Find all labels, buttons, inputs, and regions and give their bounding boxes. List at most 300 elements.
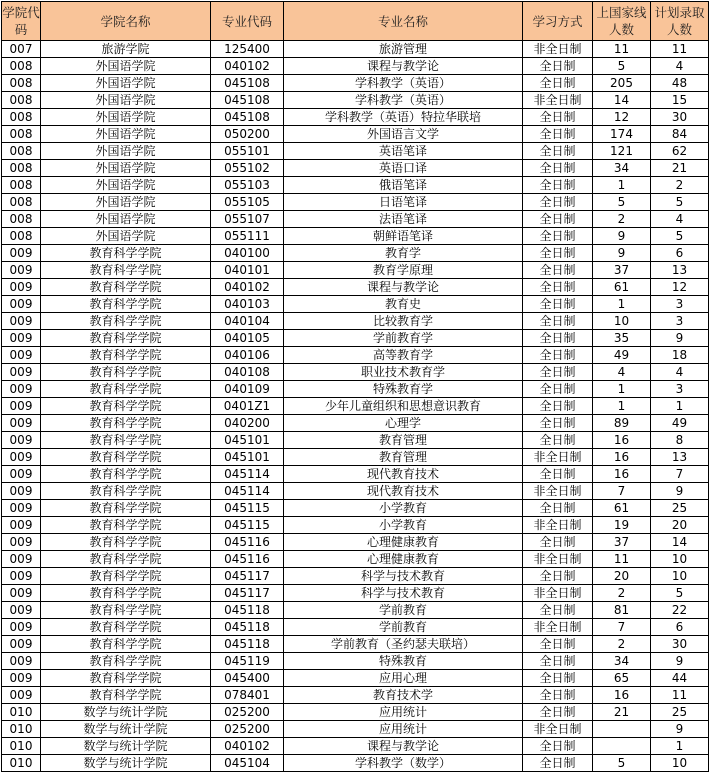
table-row [2,262,709,279]
header-row [2,2,709,41]
cell-college-name: 数学与统计学院 [41,704,211,721]
cell-planned-count: 6 [651,245,709,262]
cell-college-name: 教育科学学院 [41,279,211,296]
cell-college-name: 数学与统计学院 [41,755,211,772]
cell-study-mode: 全日制 [523,143,593,160]
cell-major-name: 比较教育学 [284,313,523,330]
cell-college-code: 009 [2,483,41,500]
cell-study-mode: 全日制 [523,262,593,279]
cell-major-name: 学科教学（英语） [284,92,523,109]
cell-qualified-count: 11 [593,551,651,568]
cell-college-name: 教育科学学院 [41,585,211,602]
table-row [2,534,709,551]
cell-college-code: 009 [2,551,41,568]
cell-planned-count: 49 [651,415,709,432]
table-body [2,41,709,772]
cell-major-name: 高等教育学 [284,347,523,364]
cell-planned-count: 10 [651,551,709,568]
cell-college-code: 008 [2,177,41,194]
cell-study-mode: 全日制 [523,296,593,313]
table-row [2,466,709,483]
cell-qualified-count: 61 [593,500,651,517]
cell-major-name: 特殊教育学 [284,381,523,398]
cell-study-mode: 全日制 [523,160,593,177]
table-row [2,755,709,772]
table-row [2,636,709,653]
cell-college-code: 008 [2,126,41,143]
cell-qualified-count: 14 [593,92,651,109]
cell-study-mode: 全日制 [523,687,593,704]
cell-study-mode: 全日制 [523,126,593,143]
cell-major-code: 055102 [211,160,284,177]
table-row [2,177,709,194]
cell-college-code: 008 [2,143,41,160]
cell-study-mode: 非全日制 [523,585,593,602]
cell-study-mode: 非全日制 [523,41,593,58]
cell-planned-count: 22 [651,602,709,619]
cell-planned-count: 1 [651,738,709,755]
cell-qualified-count: 5 [593,194,651,211]
cell-college-name: 教育科学学院 [41,619,211,636]
cell-college-name: 教育科学学院 [41,551,211,568]
cell-planned-count: 13 [651,262,709,279]
table-row [2,330,709,347]
cell-study-mode: 全日制 [523,704,593,721]
cell-college-code: 009 [2,381,41,398]
cell-college-code: 009 [2,602,41,619]
cell-planned-count: 20 [651,517,709,534]
cell-major-name: 科学与技术教育 [284,585,523,602]
cell-qualified-count: 174 [593,126,651,143]
cell-study-mode: 非全日制 [523,619,593,636]
cell-study-mode: 全日制 [523,364,593,381]
cell-major-code: 040102 [211,279,284,296]
table-row [2,143,709,160]
cell-college-code: 009 [2,245,41,262]
table-row [2,551,709,568]
table-row [2,194,709,211]
table-row [2,721,709,738]
cell-planned-count: 21 [651,160,709,177]
table-row [2,619,709,636]
cell-college-code: 008 [2,194,41,211]
cell-qualified-count: 12 [593,109,651,126]
cell-planned-count: 7 [651,466,709,483]
cell-major-code: 045114 [211,483,284,500]
cell-planned-count: 9 [651,483,709,500]
cell-college-name: 外国语学院 [41,58,211,75]
cell-college-code: 009 [2,687,41,704]
cell-planned-count: 10 [651,755,709,772]
cell-major-name: 课程与教学论 [284,279,523,296]
cell-major-name: 教育管理 [284,449,523,466]
cell-major-name: 课程与教学论 [284,58,523,75]
cell-college-code: 010 [2,704,41,721]
cell-major-name: 学科教学（英语） [284,75,523,92]
cell-study-mode: 全日制 [523,653,593,670]
table-row [2,279,709,296]
cell-planned-count: 9 [651,330,709,347]
cell-planned-count: 5 [651,228,709,245]
cell-major-code: 045104 [211,755,284,772]
cell-college-code: 007 [2,41,41,58]
cell-major-name: 法语笔译 [284,211,523,228]
header-qualified-count: 上国家线人数 [593,2,651,41]
cell-major-name: 旅游管理 [284,41,523,58]
cell-major-code: 045400 [211,670,284,687]
cell-college-code: 009 [2,296,41,313]
cell-study-mode: 全日制 [523,398,593,415]
cell-college-name: 教育科学学院 [41,381,211,398]
cell-college-code: 009 [2,670,41,687]
table-row [2,687,709,704]
cell-college-code: 009 [2,466,41,483]
cell-major-code: 040103 [211,296,284,313]
cell-study-mode: 非全日制 [523,721,593,738]
cell-major-code: 045118 [211,636,284,653]
cell-planned-count: 11 [651,687,709,704]
cell-planned-count: 3 [651,313,709,330]
cell-college-code: 009 [2,534,41,551]
table-row [2,738,709,755]
cell-study-mode: 非全日制 [523,449,593,466]
cell-study-mode: 全日制 [523,500,593,517]
table-row [2,398,709,415]
cell-major-code: 045101 [211,432,284,449]
cell-study-mode: 非全日制 [523,92,593,109]
cell-planned-count: 44 [651,670,709,687]
cell-major-name: 外国语言文学 [284,126,523,143]
cell-major-name: 现代教育技术 [284,466,523,483]
cell-major-name: 学科教学（数学） [284,755,523,772]
cell-major-code: 045114 [211,466,284,483]
cell-major-name: 教育管理 [284,432,523,449]
cell-qualified-count: 16 [593,449,651,466]
cell-major-name: 日语笔译 [284,194,523,211]
cell-study-mode: 全日制 [523,279,593,296]
table-row [2,364,709,381]
cell-college-name: 教育科学学院 [41,432,211,449]
cell-college-name: 外国语学院 [41,75,211,92]
cell-study-mode: 非全日制 [523,483,593,500]
cell-major-code: 125400 [211,41,284,58]
cell-qualified-count: 10 [593,313,651,330]
cell-planned-count: 2 [651,177,709,194]
table-row [2,704,709,721]
cell-college-name: 教育科学学院 [41,687,211,704]
cell-major-code: 045118 [211,602,284,619]
cell-college-name: 教育科学学院 [41,364,211,381]
header-college-code: 学院代码 [2,2,41,41]
cell-planned-count: 8 [651,432,709,449]
cell-study-mode: 全日制 [523,568,593,585]
cell-qualified-count: 65 [593,670,651,687]
cell-planned-count: 30 [651,109,709,126]
table-row [2,92,709,109]
cell-college-name: 教育科学学院 [41,483,211,500]
cell-planned-count: 4 [651,364,709,381]
cell-college-name: 外国语学院 [41,160,211,177]
cell-college-code: 009 [2,347,41,364]
cell-major-name: 心理健康教育 [284,551,523,568]
cell-major-name: 科学与技术教育 [284,568,523,585]
cell-college-code: 010 [2,738,41,755]
cell-qualified-count: 89 [593,415,651,432]
cell-planned-count: 25 [651,500,709,517]
cell-major-code: 045116 [211,551,284,568]
cell-college-code: 008 [2,228,41,245]
table-row [2,670,709,687]
cell-college-name: 外国语学院 [41,177,211,194]
table-row [2,313,709,330]
table-row [2,75,709,92]
cell-qualified-count [593,738,651,755]
cell-study-mode: 全日制 [523,602,593,619]
cell-college-name: 旅游学院 [41,41,211,58]
cell-major-name: 教育史 [284,296,523,313]
cell-college-code: 009 [2,449,41,466]
cell-planned-count: 12 [651,279,709,296]
cell-college-name: 教育科学学院 [41,330,211,347]
cell-major-name: 应用统计 [284,704,523,721]
cell-qualified-count: 11 [593,41,651,58]
cell-planned-count: 4 [651,58,709,75]
cell-study-mode: 全日制 [523,432,593,449]
cell-qualified-count: 16 [593,466,651,483]
cell-college-name: 数学与统计学院 [41,721,211,738]
cell-planned-count: 14 [651,534,709,551]
cell-qualified-count: 9 [593,245,651,262]
table-row [2,41,709,58]
cell-college-code: 009 [2,585,41,602]
cell-college-code: 009 [2,619,41,636]
cell-major-name: 少年儿童组织和思想意识教育 [284,398,523,415]
cell-college-code: 010 [2,755,41,772]
cell-qualified-count: 81 [593,602,651,619]
cell-study-mode: 全日制 [523,755,593,772]
cell-qualified-count: 1 [593,177,651,194]
cell-planned-count: 3 [651,381,709,398]
cell-college-name: 教育科学学院 [41,398,211,415]
cell-qualified-count: 7 [593,619,651,636]
cell-major-code: 040102 [211,58,284,75]
cell-study-mode: 全日制 [523,415,593,432]
cell-college-code: 008 [2,58,41,75]
cell-major-name: 英语笔译 [284,143,523,160]
cell-qualified-count: 5 [593,58,651,75]
cell-qualified-count [593,721,651,738]
cell-major-code: 040200 [211,415,284,432]
cell-qualified-count: 19 [593,517,651,534]
table-row [2,500,709,517]
cell-study-mode: 全日制 [523,211,593,228]
cell-major-name: 小学教育 [284,517,523,534]
cell-qualified-count: 4 [593,364,651,381]
cell-college-code: 009 [2,432,41,449]
cell-college-code: 010 [2,721,41,738]
cell-college-code: 009 [2,653,41,670]
bottom-cutoff-overlay [0,772,709,781]
cell-planned-count: 18 [651,347,709,364]
cell-major-code: 045108 [211,109,284,126]
table-row [2,245,709,262]
cell-study-mode: 全日制 [523,228,593,245]
header-planned-count: 计划录取人数 [651,2,709,41]
cell-qualified-count: 121 [593,143,651,160]
cell-study-mode: 全日制 [523,534,593,551]
cell-major-code: 0401Z1 [211,398,284,415]
cell-study-mode: 全日制 [523,177,593,194]
cell-major-code: 050200 [211,126,284,143]
cell-college-name: 教育科学学院 [41,653,211,670]
cell-college-name: 教育科学学院 [41,636,211,653]
cell-college-code: 008 [2,211,41,228]
cell-major-name: 特殊教育 [284,653,523,670]
cell-college-name: 教育科学学院 [41,296,211,313]
cell-college-name: 教育科学学院 [41,415,211,432]
cell-college-code: 009 [2,313,41,330]
cell-planned-count: 6 [651,619,709,636]
cell-college-name: 数学与统计学院 [41,738,211,755]
cell-major-code: 078401 [211,687,284,704]
table-row [2,296,709,313]
cell-college-code: 009 [2,415,41,432]
cell-college-code: 008 [2,75,41,92]
cell-college-name: 教育科学学院 [41,347,211,364]
cell-major-name: 俄语笔译 [284,177,523,194]
cell-qualified-count: 205 [593,75,651,92]
cell-study-mode: 全日制 [523,381,593,398]
table-row [2,211,709,228]
header-major-code: 专业代码 [211,2,284,41]
cell-major-name: 朝鲜语笔译 [284,228,523,245]
cell-major-code: 040109 [211,381,284,398]
cell-college-code: 009 [2,500,41,517]
cell-college-name: 外国语学院 [41,92,211,109]
cell-study-mode: 全日制 [523,636,593,653]
cell-major-code: 025200 [211,704,284,721]
table-row [2,585,709,602]
cell-college-name: 教育科学学院 [41,313,211,330]
table-row [2,126,709,143]
cell-major-code: 040104 [211,313,284,330]
cell-planned-count: 62 [651,143,709,160]
cell-major-name: 课程与教学论 [284,738,523,755]
cell-major-code: 055107 [211,211,284,228]
cell-college-name: 教育科学学院 [41,466,211,483]
cell-major-name: 学前教育 [284,619,523,636]
cell-planned-count: 48 [651,75,709,92]
cell-major-code: 045108 [211,75,284,92]
cell-major-code: 045115 [211,500,284,517]
cell-major-name: 英语口译 [284,160,523,177]
cell-study-mode: 全日制 [523,109,593,126]
cell-qualified-count: 7 [593,483,651,500]
cell-major-code: 055101 [211,143,284,160]
cell-major-name: 学前教育 [284,602,523,619]
cell-planned-count: 10 [651,568,709,585]
cell-study-mode: 全日制 [523,347,593,364]
cell-major-name: 教育学原理 [284,262,523,279]
cell-planned-count: 84 [651,126,709,143]
cell-qualified-count: 5 [593,755,651,772]
table-row [2,160,709,177]
table-row [2,347,709,364]
cell-major-code: 045115 [211,517,284,534]
cell-college-name: 外国语学院 [41,109,211,126]
cell-qualified-count: 49 [593,347,651,364]
cell-major-name: 心理学 [284,415,523,432]
cell-college-name: 教育科学学院 [41,262,211,279]
cell-planned-count: 4 [651,211,709,228]
cell-qualified-count: 1 [593,398,651,415]
table-row [2,449,709,466]
cell-major-name: 学前教育（圣约瑟夫联培） [284,636,523,653]
cell-college-code: 009 [2,398,41,415]
cell-planned-count: 11 [651,41,709,58]
cell-college-code: 009 [2,330,41,347]
cell-study-mode: 非全日制 [523,517,593,534]
cell-college-name: 教育科学学院 [41,602,211,619]
cell-study-mode: 全日制 [523,738,593,755]
cell-planned-count: 15 [651,92,709,109]
cell-major-code: 040106 [211,347,284,364]
cell-qualified-count: 34 [593,653,651,670]
cell-planned-count: 1 [651,398,709,415]
cell-college-name: 教育科学学院 [41,568,211,585]
cell-major-code: 040102 [211,738,284,755]
cell-major-name: 教育学 [284,245,523,262]
cell-major-name: 学科教学（英语）特拉华联培 [284,109,523,126]
cell-college-code: 008 [2,160,41,177]
table-row [2,568,709,585]
cell-qualified-count: 1 [593,381,651,398]
cell-qualified-count: 16 [593,432,651,449]
header-major-name: 专业名称 [284,2,523,41]
cell-major-code: 040108 [211,364,284,381]
cell-study-mode: 非全日制 [523,551,593,568]
cell-college-code: 009 [2,262,41,279]
cell-college-name: 外国语学院 [41,126,211,143]
cell-planned-count: 25 [651,704,709,721]
cell-study-mode: 全日制 [523,670,593,687]
cell-college-code: 009 [2,568,41,585]
cell-college-code: 009 [2,364,41,381]
table-row [2,602,709,619]
cell-major-code: 045108 [211,92,284,109]
cell-qualified-count: 20 [593,568,651,585]
cell-qualified-count: 2 [593,211,651,228]
cell-major-name: 学前教育学 [284,330,523,347]
cell-major-code: 040105 [211,330,284,347]
table-row [2,381,709,398]
cell-major-code: 045117 [211,585,284,602]
admissions-table [1,1,709,772]
cell-major-code: 045118 [211,619,284,636]
cell-study-mode: 全日制 [523,330,593,347]
cell-planned-count: 9 [651,721,709,738]
cell-major-code: 040101 [211,262,284,279]
cell-qualified-count: 9 [593,228,651,245]
cell-qualified-count: 37 [593,262,651,279]
cell-college-name: 外国语学院 [41,228,211,245]
cell-major-code: 045117 [211,568,284,585]
cell-major-code: 055111 [211,228,284,245]
cell-major-code: 045119 [211,653,284,670]
cell-major-code: 055103 [211,177,284,194]
header-study-mode: 学习方式 [523,2,593,41]
cell-study-mode: 全日制 [523,194,593,211]
